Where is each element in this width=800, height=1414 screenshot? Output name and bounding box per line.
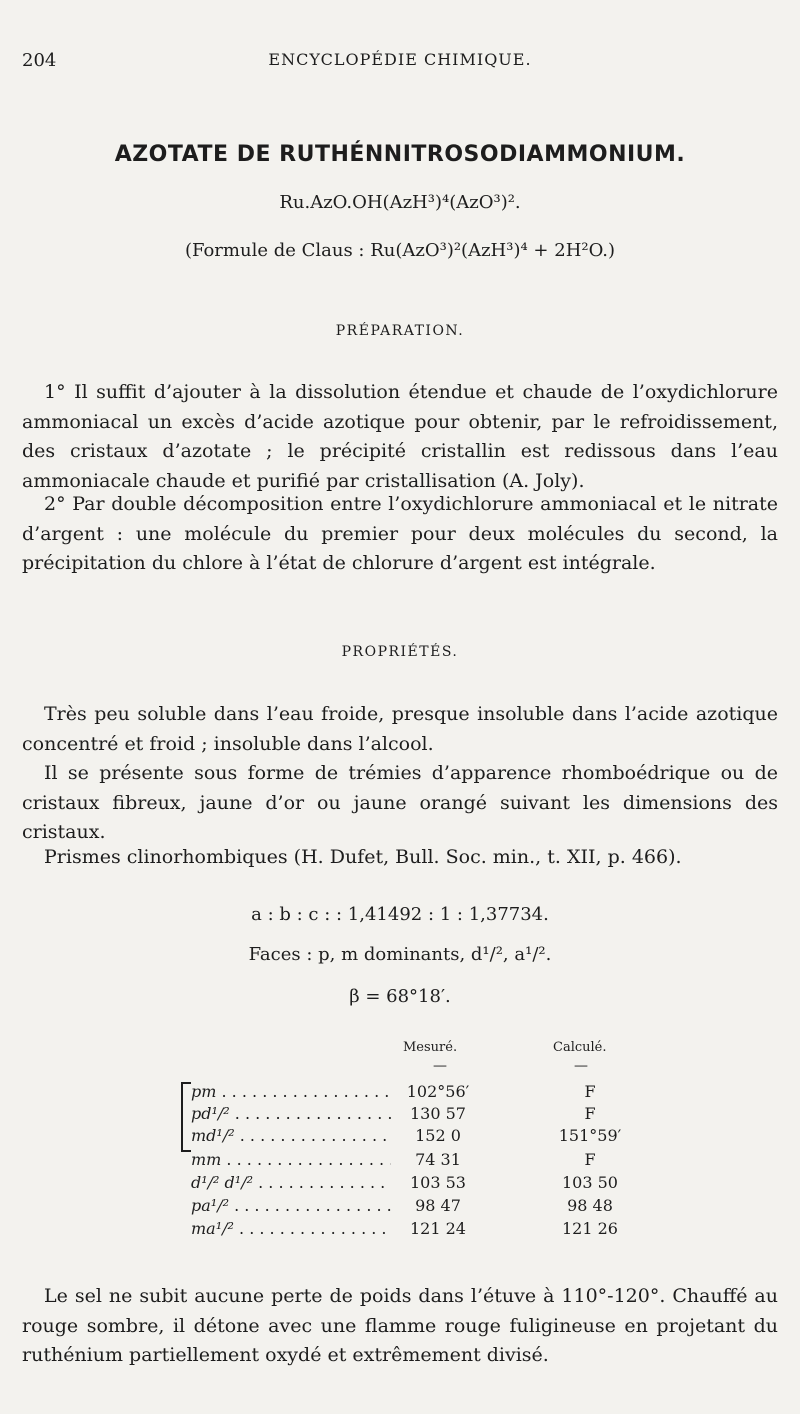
properties-heading: PROPRIÉTÉS. <box>341 644 459 660</box>
row-label: pd¹/² . . . <box>191 1104 391 1123</box>
chemical-formula: Ru.AzO.OH(AzH³)⁴(AzO³)². <box>279 192 521 213</box>
table-row <box>175 1082 645 1104</box>
table-row <box>175 1196 645 1218</box>
row-mesure: 152 0 <box>415 1126 461 1145</box>
row-label: pa¹/² . . . <box>191 1196 391 1215</box>
row-mesure: 102°56′ <box>406 1082 470 1101</box>
preparation-text-1: 1° Il suffit d’ajouter à la dissolution étendue et chaude de l’oxydichlorure ammoniacal un excès d’acide azotique pour obtenir, par le refroidissement, des cristaux d’azotate ; le précipité cristallin est redissous dans l’eau ammoniacale chaude et purifié par cristallisation (A. Joly). <box>22 381 778 492</box>
final-text: Le sel ne subit aucune perte de poids dans l’étuve à 110°-120°. Chauffé au rouge sombre, il détone avec une flamme rouge fuligineuse en projetant du ruthénium partiellement oxydé et extrêmement divisé. <box>22 1285 778 1366</box>
table-row <box>175 1173 645 1195</box>
row-mesure: 130 57 <box>410 1104 466 1123</box>
properties-text-2: Il se présente sous forme de trémies d’apparence rhomboédrique ou de cristaux fibreux, jaune d’or ou jaune orangé suivant les dimensions des cristaux. <box>22 762 778 843</box>
row-calcule: F <box>584 1150 596 1169</box>
properties-text-1: Très peu soluble dans l’eau froide, presque insoluble dans l’acide azotique concentré et froid ; insoluble dans l’alcool. <box>22 703 778 755</box>
preparation-text-2: 2° Par double décomposition entre l’oxydichlorure ammoniacal et le nitrate d’argent : une molécule du premier pour deux molécules du second, la précipitation du chlore à l’état de chlorure d’argent est intégrale. <box>22 493 778 574</box>
claus-formula: (Formule de Claus : Ru(AzO³)²(AzH³)⁴ + 2H²O.) <box>184 240 616 261</box>
row-label: pm . . . <box>191 1082 391 1101</box>
row-label: mm . . . <box>191 1150 391 1169</box>
prismes-text: Prismes clinorhombiques (H. Dufet, Bull. Soc. min., t. XII, p. 466). <box>44 846 682 868</box>
column-header-calcule: Calculé. <box>553 1040 607 1055</box>
faces-line: Faces : p, m dominants, d¹/², a¹/². <box>248 944 552 965</box>
beta-angle: β = 68°18′. <box>349 986 451 1007</box>
row-mesure: 98 47 <box>415 1196 461 1215</box>
preparation-heading: PRÉPARATION. <box>335 323 465 339</box>
final-paragraph <box>22 1282 778 1371</box>
column-header-mesure: Mesuré. <box>403 1040 458 1055</box>
table-row <box>175 1104 645 1126</box>
section-title: AZOTATE DE RUTHÉNNITROSODIAMMONIUM. <box>114 142 686 167</box>
axis-ratio: a : b : c : : 1,41492 : 1 : 1,37734. <box>251 904 549 925</box>
column-dash-calcule: — <box>574 1058 588 1074</box>
preparation-paragraph-2 <box>22 490 778 579</box>
row-calcule: F <box>584 1104 596 1123</box>
row-mesure: 74 31 <box>415 1150 461 1169</box>
row-calcule: 121 26 <box>562 1219 618 1238</box>
preparation-paragraph-1 <box>22 378 778 496</box>
row-calcule: F <box>584 1082 596 1101</box>
table-row <box>175 1219 645 1241</box>
row-mesure: 103 53 <box>410 1173 466 1192</box>
properties-paragraph-1 <box>22 700 778 759</box>
running-head: ENCYCLOPÉDIE CHIMIQUE. <box>268 50 532 69</box>
column-dash-mesure: — <box>433 1058 447 1074</box>
page-header <box>22 50 778 74</box>
properties-paragraph-2 <box>22 759 778 848</box>
row-label: d¹/² d¹/² . . . <box>191 1173 391 1192</box>
row-calcule: 151°59′ <box>558 1126 622 1145</box>
row-mesure: 121 24 <box>410 1219 466 1238</box>
row-label: ma¹/² . . . <box>191 1219 391 1238</box>
page-number: 204 <box>22 50 57 71</box>
row-calcule: 103 50 <box>562 1173 618 1192</box>
prismes-line <box>22 843 778 873</box>
row-label: md¹/² . . . <box>191 1126 391 1145</box>
table-row <box>175 1150 645 1172</box>
row-calcule: 98 48 <box>567 1196 613 1215</box>
table-row <box>175 1126 645 1148</box>
